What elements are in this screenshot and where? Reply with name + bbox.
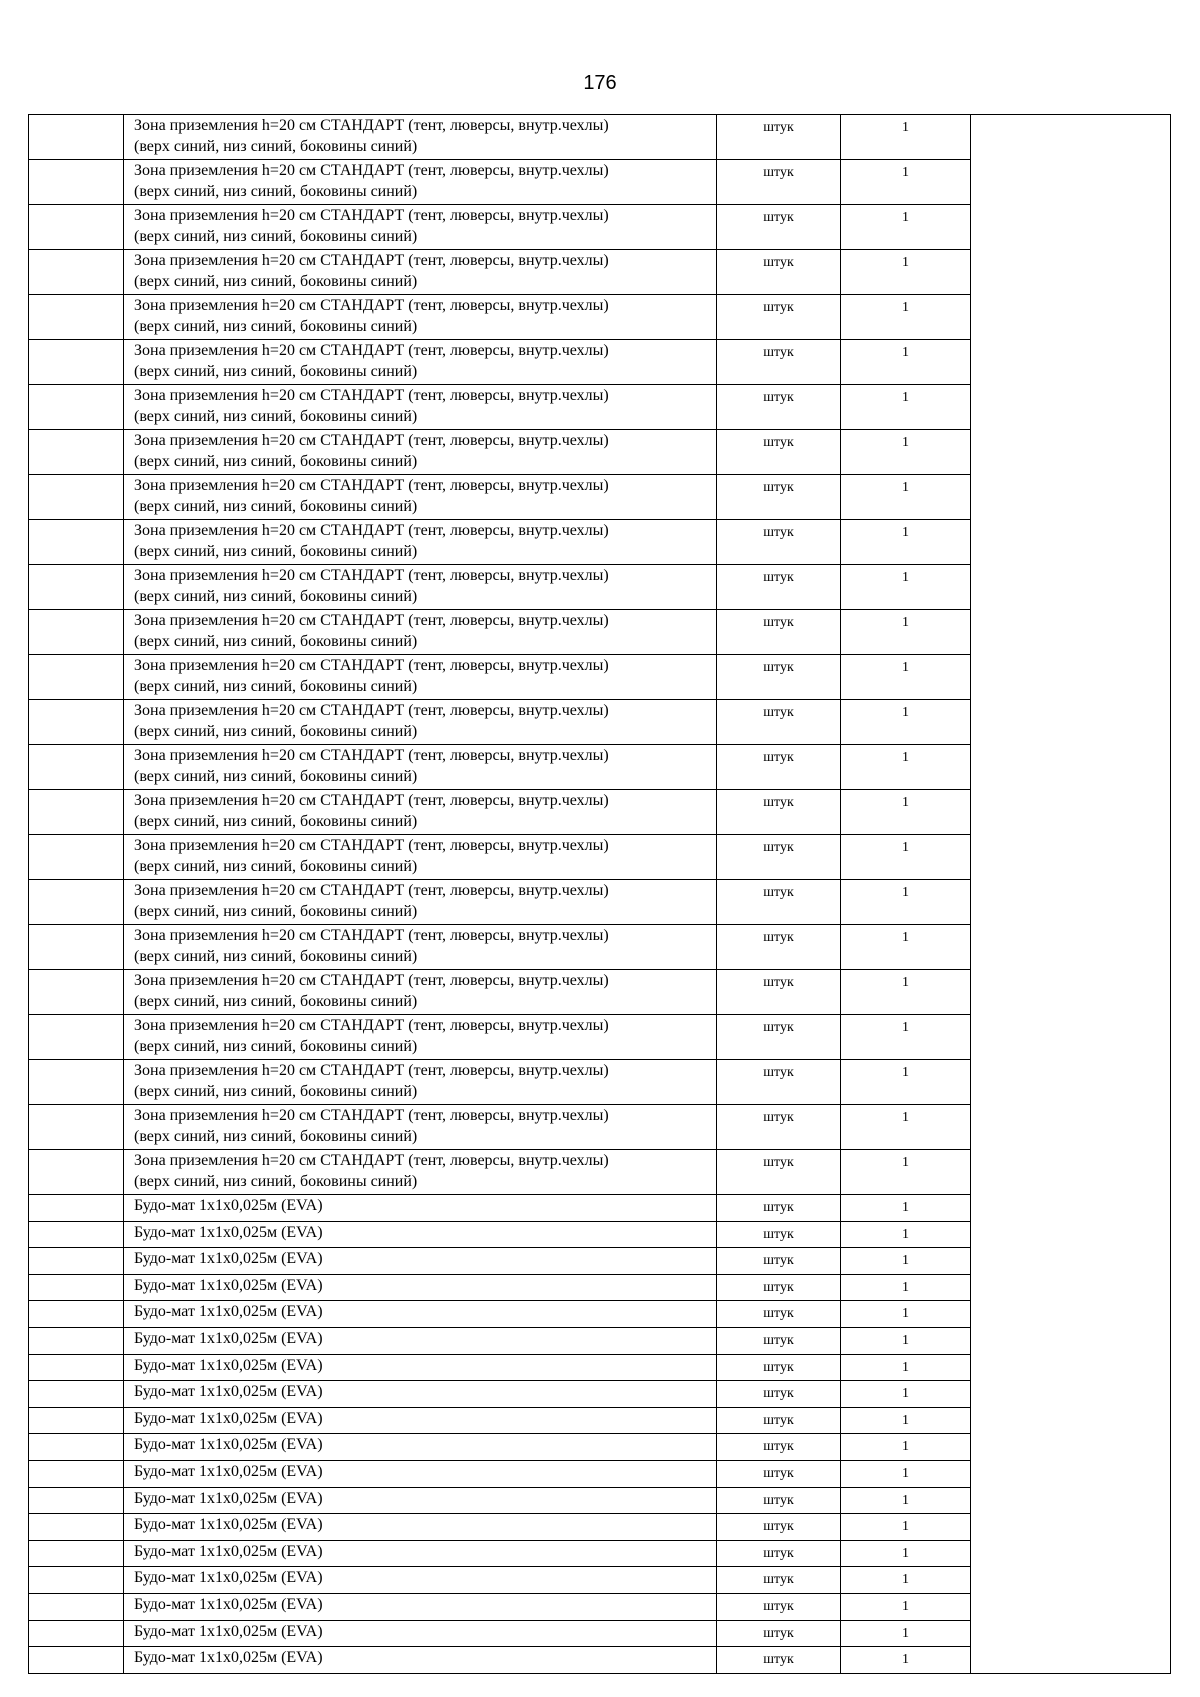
- note-cell: [971, 115, 1171, 1674]
- quantity-cell: 1: [841, 520, 971, 565]
- item-name-line: Будо-мат 1x1x0,025м (EVA): [134, 1542, 323, 1560]
- item-name-line: Будо-мат 1x1x0,025м (EVA): [134, 1436, 323, 1454]
- row-number-cell: [29, 700, 124, 745]
- item-name-cell: [124, 1060, 717, 1105]
- row-number-cell: [29, 925, 124, 970]
- quantity-cell: 1: [841, 1540, 971, 1567]
- unit-cell: штук: [717, 1567, 841, 1594]
- quantity-cell: 1: [841, 205, 971, 250]
- item-name-cell: [124, 1248, 717, 1275]
- quantity-cell: 1: [841, 1301, 971, 1328]
- item-name-cell: [124, 1015, 717, 1060]
- row-number-cell: [29, 655, 124, 700]
- row-number-cell: [29, 1487, 124, 1514]
- quantity-cell: 1: [841, 1460, 971, 1487]
- item-name-line: Будо-мат 1x1x0,025м (EVA): [134, 1489, 323, 1507]
- item-name-cell: [124, 1301, 717, 1328]
- item-name-line: Зона приземления h=20 см СТАНДАРТ (тент, люверсы, внутр.чехлы): [134, 927, 609, 944]
- unit-cell: штук: [717, 1248, 841, 1275]
- item-name-line: Зона приземления h=20 см СТАНДАРТ (тент, люверсы, внутр.чехлы): [134, 432, 609, 449]
- quantity-cell: 1: [841, 1407, 971, 1434]
- item-name-line: Зона приземления h=20 см СТАНДАРТ (тент, люверсы, внутр.чехлы): [134, 792, 609, 809]
- item-name-cell: [124, 610, 717, 655]
- quantity-cell: 1: [841, 295, 971, 340]
- unit-cell: штук: [717, 970, 841, 1015]
- item-name-cell: [124, 745, 717, 790]
- row-number-cell: [29, 610, 124, 655]
- row-number-cell: [29, 970, 124, 1015]
- item-name-line: (верх синий, низ синий, боковины синий): [134, 1038, 418, 1055]
- unit-cell: штук: [717, 160, 841, 205]
- quantity-cell: 1: [841, 1593, 971, 1620]
- unit-cell: штук: [717, 1274, 841, 1301]
- row-number-cell: [29, 1381, 124, 1408]
- quantity-cell: 1: [841, 250, 971, 295]
- unit-cell: штук: [717, 520, 841, 565]
- unit-cell: штук: [717, 1015, 841, 1060]
- item-name-line: Зона приземления h=20 см СТАНДАРТ (тент, люверсы, внутр.чехлы): [134, 207, 609, 224]
- item-name-line: Будо-мат 1x1x0,025м (EVA): [134, 1622, 323, 1640]
- unit-cell: штук: [717, 1620, 841, 1647]
- row-number-cell: [29, 1327, 124, 1354]
- item-name-line: (верх синий, низ синий, боковины синий): [134, 858, 418, 875]
- unit-cell: штук: [717, 430, 841, 475]
- items-table: [28, 114, 1171, 1674]
- row-number-cell: [29, 295, 124, 340]
- unit-cell: штук: [717, 790, 841, 835]
- item-name-cell: [124, 295, 717, 340]
- unit-cell: штук: [717, 1514, 841, 1541]
- item-name-line: (верх синий, низ синий, боковины синий): [134, 453, 418, 470]
- item-name-line: (верх синий, низ синий, боковины синий): [134, 948, 418, 965]
- item-name-line: Будо-мат 1x1x0,025м (EVA): [134, 1197, 323, 1214]
- unit-cell: штук: [717, 115, 841, 160]
- item-name-line: Зона приземления h=20 см СТАНДАРТ (тент, люверсы, внутр.чехлы): [134, 882, 609, 899]
- row-number-cell: [29, 205, 124, 250]
- quantity-cell: 1: [841, 1015, 971, 1060]
- item-name-line: Зона приземления h=20 см СТАНДАРТ (тент, люверсы, внутр.чехлы): [134, 1017, 609, 1034]
- item-name-cell: [124, 970, 717, 1015]
- item-name-cell: [124, 565, 717, 610]
- item-name-cell: [124, 1354, 717, 1381]
- item-name-cell: [124, 1274, 717, 1301]
- quantity-cell: 1: [841, 1150, 971, 1195]
- quantity-cell: 1: [841, 475, 971, 520]
- quantity-cell: 1: [841, 745, 971, 790]
- item-name-cell: [124, 1647, 717, 1674]
- unit-cell: штук: [717, 700, 841, 745]
- row-number-cell: [29, 1221, 124, 1248]
- item-name-line: Зона приземления h=20 см СТАНДАРТ (тент, люверсы, внутр.чехлы): [134, 657, 609, 674]
- row-number-cell: [29, 1647, 124, 1674]
- item-name-line: (верх синий, низ синий, боковины синий): [134, 318, 418, 335]
- item-name-cell: [124, 655, 717, 700]
- quantity-cell: 1: [841, 1274, 971, 1301]
- item-name-line: (верх синий, низ синий, боковины синий): [134, 273, 418, 290]
- item-name-line: (верх синий, низ синий, боковины синий): [134, 588, 418, 605]
- quantity-cell: 1: [841, 700, 971, 745]
- item-name-cell: [124, 700, 717, 745]
- row-number-cell: [29, 1301, 124, 1328]
- quantity-cell: 1: [841, 160, 971, 205]
- item-name-line: Зона приземления h=20 см СТАНДАРТ (тент, люверсы, внутр.чехлы): [134, 747, 609, 764]
- row-number-cell: [29, 1540, 124, 1567]
- unit-cell: штук: [717, 250, 841, 295]
- item-name-cell: [124, 1105, 717, 1150]
- row-number-cell: [29, 1407, 124, 1434]
- item-name-line: Будо-мат 1x1x0,025м (EVA): [134, 1356, 323, 1374]
- item-name-line: Будо-мат 1x1x0,025м (EVA): [134, 1569, 323, 1587]
- row-number-cell: [29, 565, 124, 610]
- item-name-cell: [124, 160, 717, 205]
- item-name-line: Будо-мат 1x1x0,025м (EVA): [134, 1595, 323, 1613]
- item-name-line: Зона приземления h=20 см СТАНДАРТ (тент, люверсы, внутр.чехлы): [134, 972, 609, 989]
- row-number-cell: [29, 1015, 124, 1060]
- row-number-cell: [29, 430, 124, 475]
- item-name-cell: [124, 1593, 717, 1620]
- unit-cell: штук: [717, 880, 841, 925]
- row-number-cell: [29, 1274, 124, 1301]
- unit-cell: штук: [717, 1354, 841, 1381]
- row-number-cell: [29, 520, 124, 565]
- quantity-cell: 1: [841, 1248, 971, 1275]
- row-number-cell: [29, 1514, 124, 1541]
- quantity-cell: 1: [841, 1434, 971, 1461]
- item-name-cell: [124, 115, 717, 160]
- item-name-cell: [124, 1150, 717, 1195]
- item-name-line: Будо-мат 1x1x0,025м (EVA): [134, 1250, 323, 1268]
- row-number-cell: [29, 1195, 124, 1222]
- row-number-cell: [29, 1460, 124, 1487]
- item-name-cell: [124, 1195, 717, 1222]
- unit-cell: штук: [717, 655, 841, 700]
- item-name-line: Будо-мат 1x1x0,025м (EVA): [134, 1462, 323, 1480]
- item-name-line: (верх синий, низ синий, боковины синий): [134, 903, 418, 920]
- row-number-cell: [29, 340, 124, 385]
- item-name-cell: [124, 1221, 717, 1248]
- page-number: 176: [583, 72, 617, 94]
- item-name-line: Будо-мат 1x1x0,025м (EVA): [134, 1649, 323, 1667]
- quantity-cell: 1: [841, 430, 971, 475]
- item-name-line: (верх синий, низ синий, боковины синий): [134, 228, 418, 245]
- item-name-line: Будо-мат 1x1x0,025м (EVA): [134, 1223, 323, 1241]
- row-number-cell: [29, 475, 124, 520]
- row-number-cell: [29, 1567, 124, 1594]
- unit-cell: штук: [717, 385, 841, 430]
- item-name-line: Зона приземления h=20 см СТАНДАРТ (тент, люверсы, внутр.чехлы): [134, 1062, 609, 1079]
- item-name-line: (верх синий, низ синий, боковины синий): [134, 498, 418, 515]
- unit-cell: штук: [717, 1434, 841, 1461]
- unit-cell: штук: [717, 1460, 841, 1487]
- item-name-cell: [124, 1327, 717, 1354]
- row-number-cell: [29, 1105, 124, 1150]
- item-name-line: (верх синий, низ синий, боковины синий): [134, 1083, 418, 1100]
- item-name-line: (верх синий, низ синий, боковины синий): [134, 993, 418, 1010]
- item-name-line: (верх синий, низ синий, боковины синий): [134, 543, 418, 560]
- unit-cell: штук: [717, 1487, 841, 1514]
- row-number-cell: [29, 1248, 124, 1275]
- item-name-line: Зона приземления h=20 см СТАНДАРТ (тент, люверсы, внутр.чехлы): [134, 477, 609, 494]
- row-number-cell: [29, 115, 124, 160]
- quantity-cell: 1: [841, 1060, 971, 1105]
- item-name-line: (верх синий, низ синий, боковины синий): [134, 363, 418, 380]
- row-number-cell: [29, 835, 124, 880]
- quantity-cell: 1: [841, 835, 971, 880]
- unit-cell: штук: [717, 610, 841, 655]
- row-number-cell: [29, 1434, 124, 1461]
- item-name-line: Зона приземления h=20 см СТАНДАРТ (тент, люверсы, внутр.чехлы): [134, 252, 609, 269]
- unit-cell: штук: [717, 1060, 841, 1105]
- unit-cell: штук: [717, 475, 841, 520]
- table-row: [29, 115, 1171, 160]
- unit-cell: штук: [717, 1647, 841, 1674]
- row-number-cell: [29, 250, 124, 295]
- item-name-line: Зона приземления h=20 см СТАНДАРТ (тент, люверсы, внутр.чехлы): [134, 342, 609, 359]
- unit-cell: штук: [717, 1301, 841, 1328]
- item-name-line: (верх синий, низ синий, боковины синий): [134, 768, 418, 785]
- row-number-cell: [29, 790, 124, 835]
- item-name-line: Зона приземления h=20 см СТАНДАРТ (тент, люверсы, внутр.чехлы): [134, 612, 609, 629]
- item-name-cell: [124, 250, 717, 295]
- item-name-line: (верх синий, низ синий, боковины синий): [134, 633, 418, 650]
- item-name-cell: [124, 1514, 717, 1541]
- unit-cell: штук: [717, 1593, 841, 1620]
- item-name-line: (верх синий, низ синий, боковины синий): [134, 138, 418, 155]
- quantity-cell: 1: [841, 1105, 971, 1150]
- quantity-cell: 1: [841, 1221, 971, 1248]
- quantity-cell: 1: [841, 790, 971, 835]
- item-name-cell: [124, 1487, 717, 1514]
- item-name-line: (верх синий, низ синий, боковины синий): [134, 183, 418, 200]
- quantity-cell: 1: [841, 1487, 971, 1514]
- items-table-body: [29, 115, 1171, 1674]
- item-name-cell: [124, 520, 717, 565]
- item-name-line: Зона приземления h=20 см СТАНДАРТ (тент, люверсы, внутр.чехлы): [134, 297, 609, 314]
- item-name-cell: [124, 475, 717, 520]
- item-name-line: (верх синий, низ синий, боковины синий): [134, 678, 418, 695]
- quantity-cell: 1: [841, 340, 971, 385]
- item-name-line: Будо-мат 1x1x0,025м (EVA): [134, 1276, 323, 1294]
- item-name-cell: [124, 1434, 717, 1461]
- quantity-cell: 1: [841, 1514, 971, 1541]
- item-name-line: Зона приземления h=20 см СТАНДАРТ (тент, люверсы, внутр.чехлы): [134, 567, 609, 584]
- item-name-cell: [124, 835, 717, 880]
- unit-cell: штук: [717, 1540, 841, 1567]
- quantity-cell: 1: [841, 925, 971, 970]
- item-name-line: Зона приземления h=20 см СТАНДАРТ (тент, люверсы, внутр.чехлы): [134, 117, 609, 134]
- unit-cell: штук: [717, 1221, 841, 1248]
- item-name-line: Зона приземления h=20 см СТАНДАРТ (тент, люверсы, внутр.чехлы): [134, 702, 609, 719]
- item-name-line: Будо-мат 1x1x0,025м (EVA): [134, 1329, 323, 1347]
- quantity-cell: 1: [841, 565, 971, 610]
- row-number-cell: [29, 385, 124, 430]
- unit-cell: штук: [717, 745, 841, 790]
- unit-cell: штук: [717, 1150, 841, 1195]
- quantity-cell: 1: [841, 115, 971, 160]
- item-name-cell: [124, 1540, 717, 1567]
- quantity-cell: 1: [841, 1381, 971, 1408]
- unit-cell: штук: [717, 1381, 841, 1408]
- unit-cell: штук: [717, 1195, 841, 1222]
- quantity-cell: 1: [841, 1327, 971, 1354]
- item-name-cell: [124, 880, 717, 925]
- unit-cell: штук: [717, 1407, 841, 1434]
- quantity-cell: 1: [841, 610, 971, 655]
- row-number-cell: [29, 1150, 124, 1195]
- item-name-cell: [124, 430, 717, 475]
- item-name-line: Будо-мат 1x1x0,025м (EVA): [134, 1303, 323, 1321]
- row-number-cell: [29, 160, 124, 205]
- row-number-cell: [29, 1620, 124, 1647]
- row-number-cell: [29, 1354, 124, 1381]
- item-name-cell: [124, 790, 717, 835]
- row-number-cell: [29, 745, 124, 790]
- item-name-cell: [124, 205, 717, 250]
- item-name-line: Зона приземления h=20 см СТАНДАРТ (тент, люверсы, внутр.чехлы): [134, 522, 609, 539]
- unit-cell: штук: [717, 565, 841, 610]
- item-name-cell: [124, 340, 717, 385]
- item-name-line: (верх синий, низ синий, боковины синий): [134, 813, 418, 830]
- item-name-line: Будо-мат 1x1x0,025м (EVA): [134, 1516, 323, 1534]
- quantity-cell: 1: [841, 1620, 971, 1647]
- item-name-line: (верх синий, низ синий, боковины синий): [134, 1173, 418, 1190]
- row-number-cell: [29, 1593, 124, 1620]
- item-name-line: Зона приземления h=20 см СТАНДАРТ (тент, люверсы, внутр.чехлы): [134, 1107, 609, 1124]
- item-name-cell: [124, 925, 717, 970]
- item-name-line: Зона приземления h=20 см СТАНДАРТ (тент, люверсы, внутр.чехлы): [134, 1152, 609, 1169]
- quantity-cell: 1: [841, 385, 971, 430]
- quantity-cell: 1: [841, 1647, 971, 1674]
- item-name-line: (верх синий, низ синий, боковины синий): [134, 408, 418, 425]
- item-name-cell: [124, 1460, 717, 1487]
- row-number-cell: [29, 1060, 124, 1105]
- item-name-line: (верх синий, низ синий, боковины синий): [134, 1128, 418, 1145]
- item-name-line: Зона приземления h=20 см СТАНДАРТ (тент, люверсы, внутр.чехлы): [134, 387, 609, 404]
- unit-cell: штук: [717, 295, 841, 340]
- item-name-line: Зона приземления h=20 см СТАНДАРТ (тент, люверсы, внутр.чехлы): [134, 162, 609, 179]
- unit-cell: штук: [717, 1105, 841, 1150]
- quantity-cell: 1: [841, 1567, 971, 1594]
- item-name-line: Будо-мат 1x1x0,025м (EVA): [134, 1383, 323, 1401]
- quantity-cell: 1: [841, 970, 971, 1015]
- item-name-line: (верх синий, низ синий, боковины синий): [134, 723, 418, 740]
- unit-cell: штук: [717, 925, 841, 970]
- row-number-cell: [29, 880, 124, 925]
- item-name-line: Будо-мат 1x1x0,025м (EVA): [134, 1409, 323, 1427]
- item-name-cell: [124, 1620, 717, 1647]
- item-name-line: Зона приземления h=20 см СТАНДАРТ (тент, люверсы, внутр.чехлы): [134, 837, 609, 854]
- quantity-cell: 1: [841, 880, 971, 925]
- quantity-cell: 1: [841, 655, 971, 700]
- unit-cell: штук: [717, 835, 841, 880]
- quantity-cell: 1: [841, 1195, 971, 1222]
- unit-cell: штук: [717, 340, 841, 385]
- unit-cell: штук: [717, 1327, 841, 1354]
- quantity-cell: 1: [841, 1354, 971, 1381]
- item-name-cell: [124, 1381, 717, 1408]
- item-name-cell: [124, 1567, 717, 1594]
- item-name-cell: [124, 385, 717, 430]
- item-name-cell: [124, 1407, 717, 1434]
- unit-cell: штук: [717, 205, 841, 250]
